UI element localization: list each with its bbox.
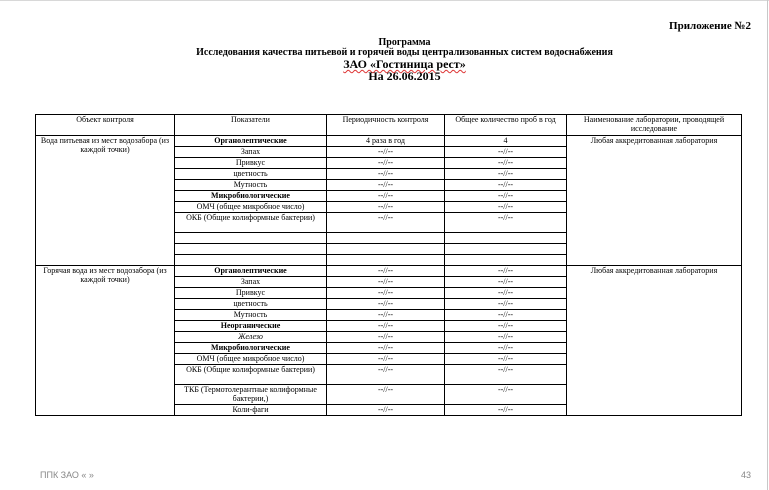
- period-cell: --//--: [327, 288, 445, 299]
- period-cell: --//--: [327, 332, 445, 343]
- period-cell: --//--: [327, 191, 445, 202]
- indicator-cell: Коли-фаги: [175, 405, 327, 416]
- indicator-cell: Неорганические: [175, 321, 327, 332]
- count-cell: --//--: [445, 147, 567, 158]
- count-cell: --//--: [445, 343, 567, 354]
- empty-cell: [445, 255, 567, 266]
- period-cell: --//--: [327, 202, 445, 213]
- count-cell: --//--: [445, 310, 567, 321]
- period-cell: --//--: [327, 365, 445, 385]
- period-cell: --//--: [327, 169, 445, 180]
- empty-cell: [175, 255, 327, 266]
- indicator-cell: Микробиологические: [175, 343, 327, 354]
- column-header: Показатели: [175, 115, 327, 136]
- count-cell: --//--: [445, 365, 567, 385]
- indicator-cell: цветность: [175, 169, 327, 180]
- empty-cell: [327, 255, 445, 266]
- count-cell: --//--: [445, 405, 567, 416]
- count-cell: --//--: [445, 213, 567, 233]
- company-name: ЗАО «Гостиница рест»: [343, 57, 466, 71]
- period-cell: --//--: [327, 405, 445, 416]
- period-cell: --//--: [327, 321, 445, 332]
- period-cell: --//--: [327, 310, 445, 321]
- count-cell: --//--: [445, 354, 567, 365]
- object-cell: Горячая вода из мест водозабора (из каждой точки): [36, 266, 175, 416]
- count-cell: --//--: [445, 169, 567, 180]
- period-cell: --//--: [327, 343, 445, 354]
- period-cell: --//--: [327, 213, 445, 233]
- count-cell: --//--: [445, 332, 567, 343]
- count-cell: --//--: [445, 180, 567, 191]
- empty-cell: [175, 244, 327, 255]
- table-row: [36, 266, 742, 277]
- page-top-edge: [0, 0, 769, 1]
- period-cell: 4 раза в год: [327, 136, 445, 147]
- empty-cell: [327, 244, 445, 255]
- program-date: На 26.06.2015: [368, 69, 441, 83]
- indicator-cell: Органолептические: [175, 266, 327, 277]
- count-cell: --//--: [445, 321, 567, 332]
- column-header: Наименование лаборатории, проводящей исследование: [567, 115, 742, 136]
- indicator-cell: ТКБ (Термотолерантные колиформные бактерии,): [175, 385, 327, 405]
- table-row: [36, 136, 742, 147]
- control-program-table: [35, 114, 742, 416]
- empty-cell: [327, 233, 445, 244]
- count-cell: --//--: [445, 202, 567, 213]
- period-cell: --//--: [327, 385, 445, 405]
- column-header: Периодичность контроля: [327, 115, 445, 136]
- count-cell: --//--: [445, 266, 567, 277]
- count-cell: --//--: [445, 191, 567, 202]
- indicator-cell: Мутность: [175, 310, 327, 321]
- program-title: Программа: [378, 37, 431, 48]
- period-cell: --//--: [327, 277, 445, 288]
- count-cell: 4: [445, 136, 567, 147]
- indicator-cell: Железо: [175, 332, 327, 343]
- period-cell: --//--: [327, 299, 445, 310]
- empty-cell: [445, 244, 567, 255]
- appendix-label: Приложение №2: [669, 20, 751, 32]
- indicator-cell: ОМЧ (общее микробное число): [175, 202, 327, 213]
- indicator-cell: Запах: [175, 147, 327, 158]
- column-header: Общее количество проб в год: [445, 115, 567, 136]
- indicator-cell: ОКБ (Общие колиформные бактерии): [175, 213, 327, 233]
- count-cell: --//--: [445, 299, 567, 310]
- page-number: 43: [740, 470, 751, 480]
- count-cell: --//--: [445, 385, 567, 405]
- indicator-cell: Привкус: [175, 288, 327, 299]
- period-cell: --//--: [327, 158, 445, 169]
- period-cell: --//--: [327, 266, 445, 277]
- count-cell: --//--: [445, 288, 567, 299]
- column-header: Объект контроля: [36, 115, 175, 136]
- empty-cell: [175, 233, 327, 244]
- period-cell: --//--: [327, 147, 445, 158]
- lab-cell: Любая аккредитованная лаборатория: [567, 266, 742, 416]
- indicator-cell: ОМЧ (общее микробное число): [175, 354, 327, 365]
- indicator-cell: цветность: [175, 299, 327, 310]
- program-subtitle: Исследования качества питьевой и горячей воды централизованных систем водоснабжения: [196, 47, 613, 58]
- indicator-cell: Органолептические: [175, 136, 327, 147]
- indicator-cell: Запах: [175, 277, 327, 288]
- period-cell: --//--: [327, 180, 445, 191]
- table-header-row: [36, 115, 742, 136]
- indicator-cell: Микробиологические: [175, 191, 327, 202]
- empty-cell: [445, 233, 567, 244]
- footer-company: ППК ЗАО « »: [40, 470, 94, 480]
- indicator-cell: ОКБ (Общие колиформные бактерии): [175, 365, 327, 385]
- object-cell: Вода питьевая из мест водозабора (из каждой точки): [36, 136, 175, 266]
- indicator-cell: Привкус: [175, 158, 327, 169]
- lab-cell: Любая аккредитованная лаборатория: [567, 136, 742, 266]
- period-cell: --//--: [327, 354, 445, 365]
- count-cell: --//--: [445, 277, 567, 288]
- count-cell: --//--: [445, 158, 567, 169]
- title-block: [0, 38, 769, 82]
- indicator-cell: Мутность: [175, 180, 327, 191]
